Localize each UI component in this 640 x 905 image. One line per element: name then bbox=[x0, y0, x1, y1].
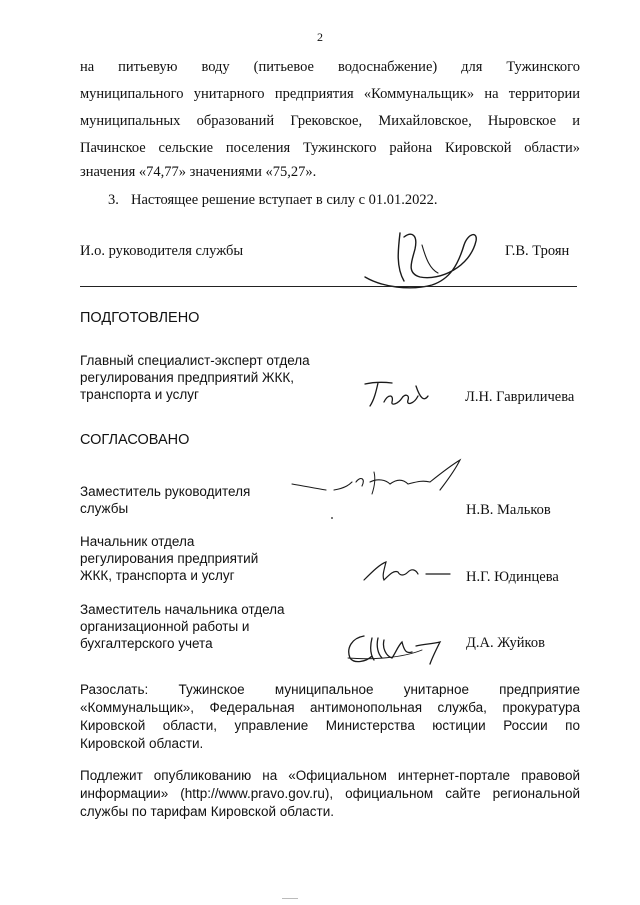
signer-title-line: Начальник отдела bbox=[80, 534, 195, 549]
prepared-title-line: транспорта и услуг bbox=[80, 387, 199, 402]
body-line: муниципальных образований Грековское, Михайловское, Ныровское и bbox=[80, 113, 580, 129]
signer-name: Н.В. Мальков bbox=[466, 502, 551, 518]
signer-title-line: регулирования предприятий bbox=[80, 551, 259, 566]
signer-title-line: Заместитель руководителя bbox=[80, 484, 251, 499]
yudintseva-signature-mark bbox=[360, 556, 460, 586]
signer-title-line: организационной работы и bbox=[80, 619, 250, 634]
distribution-line: «Коммунальщик», Федеральная антимонопольная служба, прокуратура bbox=[80, 700, 580, 715]
head-title: И.о. руководителя службы bbox=[80, 243, 244, 259]
signer-title-line: Заместитель начальника отдела bbox=[80, 602, 285, 617]
distribution-line-last: Кировской области. bbox=[80, 736, 204, 751]
zhuykov-signature-mark bbox=[342, 628, 462, 668]
prepared-heading: ПОДГОТОВЛЕНО bbox=[80, 310, 200, 326]
page-number: 2 bbox=[317, 30, 323, 44]
prepared-title-line: регулирования предприятий ЖКК, bbox=[80, 370, 294, 385]
distribution-line: Разослать: Тужинское муниципальное унитарное предприятие bbox=[80, 682, 580, 697]
head-name: Г.В. Троян bbox=[505, 243, 570, 259]
body-line: на питьевую воду (питьевое водоснабжение) для Тужинского bbox=[80, 59, 580, 75]
item-number: 3. bbox=[108, 192, 119, 208]
body-line-last: значения «74,77» значениями «75,27». bbox=[80, 164, 317, 180]
signer-title-line: службы bbox=[80, 501, 129, 516]
signer-name: Н.Г. Юдинцева bbox=[466, 569, 559, 585]
head-signature-mark bbox=[360, 215, 490, 295]
scan-mark bbox=[282, 898, 298, 899]
agreed-heading: СОГЛАСОВАНО bbox=[80, 432, 190, 448]
body-line: Пачинское сельские поселения Тужинского района Кировской области» bbox=[80, 140, 580, 156]
signer-title-line: ЖКК, транспорта и услуг bbox=[80, 568, 235, 583]
distribution-line: Кировской области, управление Министерства юстиции России по bbox=[80, 718, 580, 733]
body-line: муниципального унитарного предприятия «Коммунальщик» на территории bbox=[80, 86, 580, 102]
prepared-signature-mark bbox=[362, 376, 432, 410]
publication-line: Подлежит опубликованию на «Официальном интернет-портале правовой bbox=[80, 768, 580, 783]
malkov-signature-mark bbox=[290, 452, 470, 522]
publication-line-last: службы по тарифам Кировской области. bbox=[80, 804, 334, 819]
signer-name: Д.А. Жуйков bbox=[466, 635, 545, 651]
prepared-name: Л.Н. Гавриличева bbox=[465, 389, 575, 405]
publication-line: информации» (http://www.pravo.gov.ru), официальном сайте региональной bbox=[80, 786, 580, 801]
signer-title-line: бухгалтерского учета bbox=[80, 636, 213, 651]
horizontal-rule bbox=[80, 286, 577, 287]
prepared-title-line: Главный специалист-эксперт отдела bbox=[80, 353, 310, 368]
item-text: Настоящее решение вступает в силу с 01.01.2022. bbox=[131, 192, 438, 208]
